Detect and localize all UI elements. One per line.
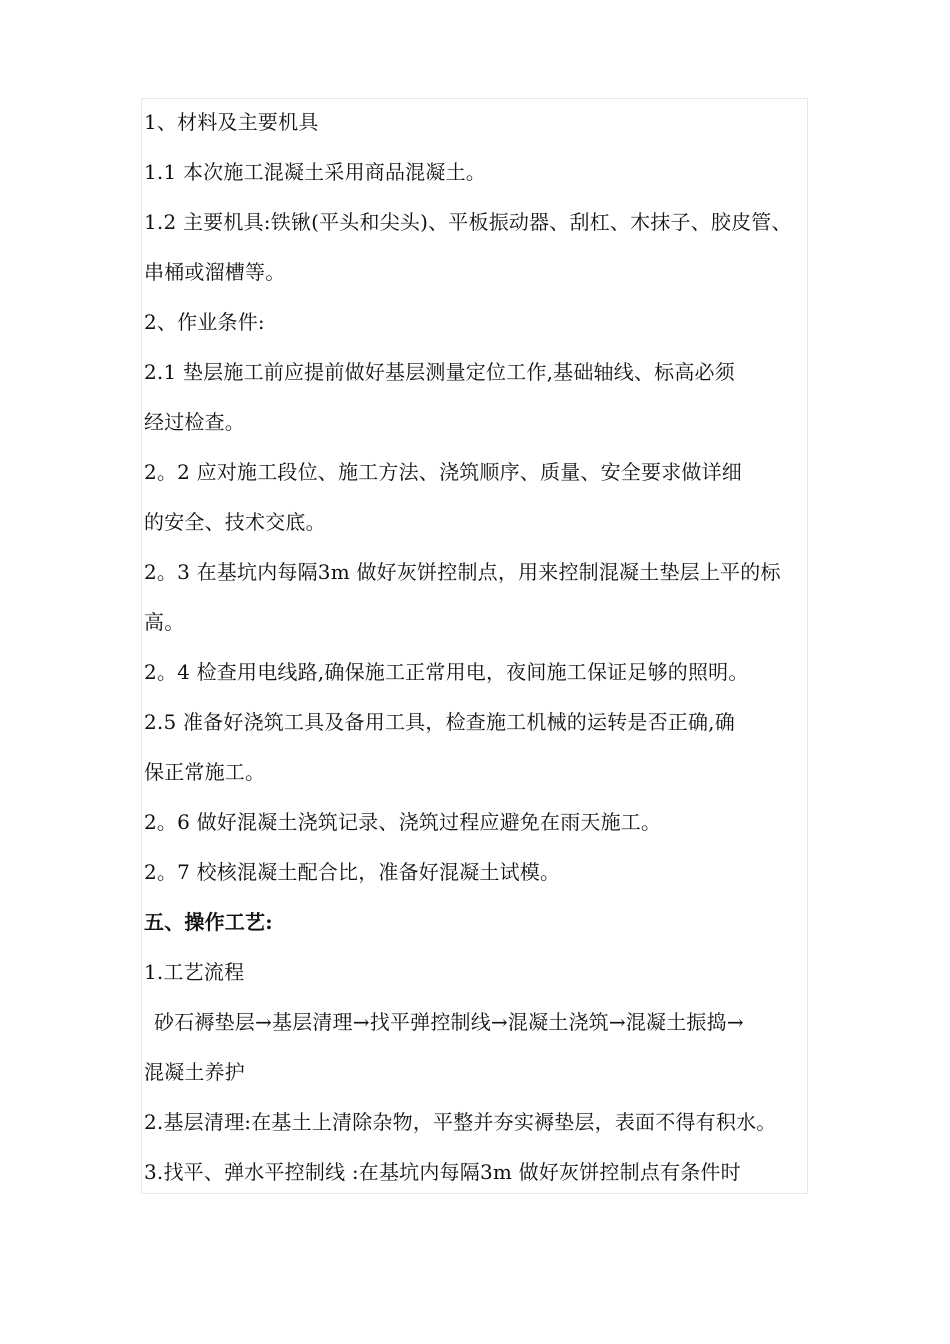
- paragraph-line: 2.5 准备好浇筑工具及备用工具，检查施工机械的运转是否正确,确: [144, 710, 735, 734]
- section-heading-conditions: 2、作业条件:: [144, 310, 265, 334]
- process-flow-line: 混凝土养护: [144, 1060, 245, 1084]
- section-heading-materials: 1、材料及主要机具: [144, 110, 319, 134]
- paragraph-line: 2。4 检查用电线路,确保施工正常用电，夜间施工保证足够的照明。: [144, 660, 749, 684]
- paragraph-line: 1.1 本次施工混凝土采用商品混凝土。: [144, 160, 486, 184]
- paragraph-line: 2.1 垫层施工前应提前做好基层测量定位工作,基础轴线、标高必须: [144, 360, 735, 384]
- paragraph-line: 2.基层清理:在基土上清除杂物，平整并夯实褥垫层，表面不得有积水。: [144, 1110, 777, 1134]
- paragraph-line: 的安全、技术交底。: [144, 510, 326, 534]
- document-body: [144, 104, 844, 1204]
- paragraph-line: 1.工艺流程: [144, 960, 245, 984]
- paragraph-line: 高。: [144, 610, 185, 634]
- paragraph-line: 2。3 在基坑内每隔3m 做好灰饼控制点，用来控制混凝土垫层上平的标: [144, 560, 781, 584]
- paragraph-line: 1.2 主要机具:铁锹(平头和尖头)、平板振动器、刮杠、木抹子、胶皮管、: [144, 210, 792, 234]
- process-flow-line: 砂石褥垫层→基层清理→找平弹控制线→混凝土浇筑→混凝土振捣→: [154, 1010, 744, 1034]
- paragraph-line: 2。6 做好混凝土浇筑记录、浇筑过程应避免在雨天施工。: [144, 810, 662, 834]
- paragraph-line: 保正常施工。: [144, 760, 266, 784]
- paragraph-line: 2。7 校核混凝土配合比，准备好混凝土试模。: [144, 860, 561, 884]
- paragraph-line: 3.找平、弹水平控制线 :在基坑内每隔3m 做好灰饼控制点有条件时: [144, 1160, 741, 1184]
- paragraph-line: 2。2 应对施工段位、施工方法、浇筑顺序、质量、安全要求做详细: [144, 460, 743, 484]
- section-heading-process: 五、操作工艺:: [144, 910, 273, 934]
- paragraph-line: 串桶或溜槽等。: [144, 260, 286, 284]
- paragraph-line: 经过检查。: [144, 410, 245, 434]
